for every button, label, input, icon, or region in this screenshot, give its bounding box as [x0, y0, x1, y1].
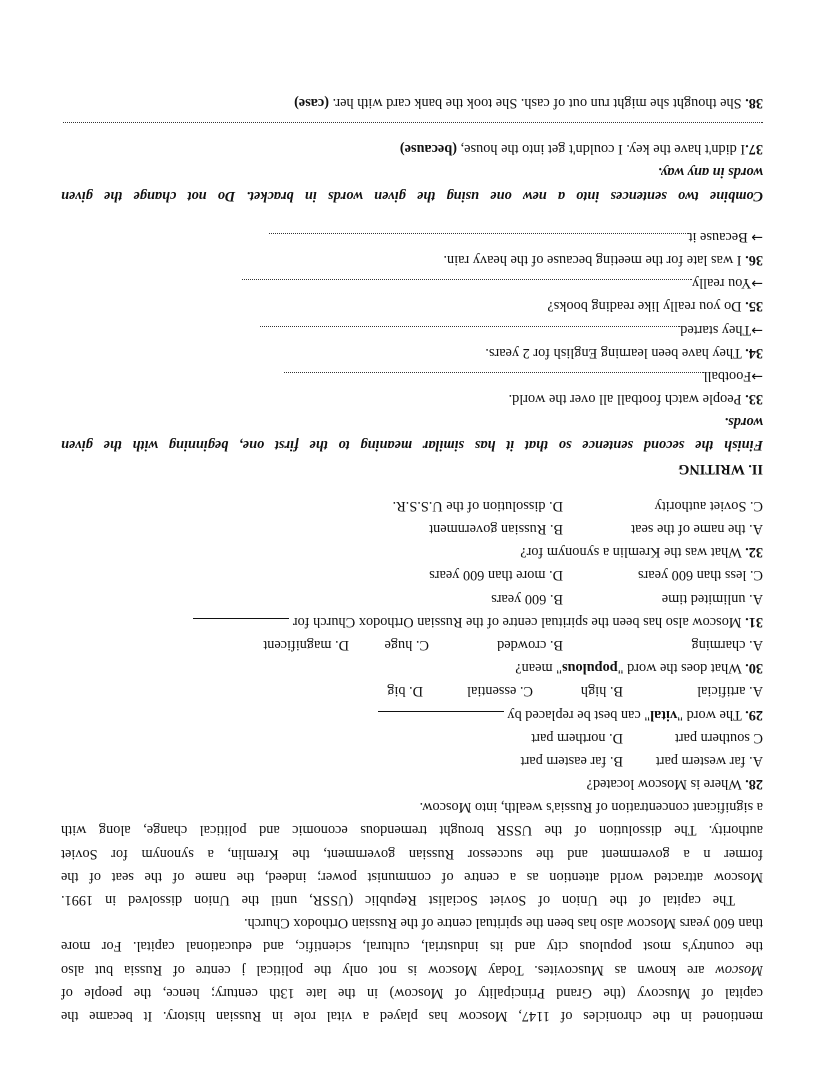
option-31-b[interactable]: B. 600 years: [491, 590, 563, 607]
item-33-start: Football: [703, 367, 752, 384]
item-35-number: 35.: [745, 298, 763, 315]
page-content: [61, 91, 763, 1027]
item-35-sentence: [61, 294, 763, 317]
question-29-text-before: The word ": [677, 706, 742, 723]
question-30-stem: [61, 656, 763, 679]
item-37-answer-line[interactable]: [63, 122, 763, 137]
item-37-sentence: [61, 137, 763, 160]
item-35-start: You really: [691, 275, 752, 292]
item-36-sentence: [61, 248, 763, 271]
passage-line-3: [61, 957, 763, 980]
option-28-a[interactable]: A. far western part: [655, 752, 763, 769]
question-28-options-ab: [61, 749, 763, 772]
option-31-d[interactable]: D. more than 600 years: [429, 567, 563, 584]
passage-line-1: mentioned in the chronicles of 1147, Moscow has played a vital role in Russian history. It became the: [61, 1008, 763, 1024]
passage-line-8: former n a government and the successor Russian government, the Kremlin, a synonym for Soviet: [61, 845, 763, 862]
question-30-number: 30.: [745, 660, 763, 677]
option-28-b[interactable]: B. far eastern part: [520, 752, 623, 769]
option-30-d[interactable]: D. magnificent: [263, 637, 349, 653]
question-32-options-ab: [61, 517, 763, 540]
option-32-b[interactable]: B. Russian government: [429, 521, 563, 538]
option-28-c[interactable]: C southern part: [674, 729, 763, 746]
option-29-a[interactable]: A. artificial: [697, 683, 763, 700]
passage-line-5: than 600 years Moscow also has been the spiritual centre of the Russian Orthodox Church.: [244, 915, 763, 932]
option-28-d[interactable]: D. northern part: [531, 729, 623, 746]
question-29-stem: [61, 702, 763, 725]
item-35-answer-line[interactable]: [242, 279, 692, 294]
question-29-text-after: " can best be replaced by: [507, 706, 651, 723]
question-29-bold-word: vital: [650, 706, 678, 723]
question-29-answer-blank[interactable]: [378, 711, 504, 726]
question-32-text: What was the Kremlin a synonym for?: [520, 544, 742, 561]
arrow-icon: →: [751, 228, 763, 245]
question-30-options: [61, 633, 763, 656]
item-34-text: They have been learning English for 2 years.: [485, 344, 742, 361]
item-36-rewrite: [61, 225, 763, 248]
item-35-rewrite: [61, 271, 763, 294]
option-32-a[interactable]: A. the name of the seat: [631, 521, 763, 538]
item-33-answer-line[interactable]: [284, 372, 704, 387]
item-37-given: (because): [399, 141, 458, 158]
question-32-stem: [61, 540, 763, 563]
reading-passage: [61, 795, 763, 1027]
passage-line-2: capital of Muscovy (the Grand Principality of Moscow) in the late 13th century; hence, the people of: [61, 984, 763, 1001]
arrow-icon: →: [751, 275, 763, 292]
passage-line-9: authority. The dissolution of the USSR brought tremendous economic and political change, along with: [61, 822, 763, 839]
item-33-text: People watch football all over the world.: [508, 391, 742, 408]
item-38-number: 38.: [745, 94, 763, 111]
option-30-c[interactable]: C. huge: [384, 637, 429, 653]
writing-instruction-1-line-1: Finish the second sentence so that it has similar meaning to the first one, beginning with the given: [61, 437, 763, 454]
question-31-answer-blank[interactable]: [193, 618, 289, 633]
question-29: [61, 679, 763, 725]
writing-instruction-2-line-2: words in any way.: [657, 164, 763, 181]
item-34-rewrite: [61, 317, 763, 340]
question-31-text: Moscow also has been the spiritual centre of the Russian Orthodox Church for: [292, 613, 742, 630]
item-37-text: I didn't have the key. I couldn't get into the house,: [457, 141, 746, 158]
passage-line-4: the country's most populous city and its industrial, cultural, scientific, and educational capital. For more: [61, 938, 763, 955]
item-38-given: (case): [294, 94, 329, 111]
question-28-stem: [61, 772, 763, 795]
option-32-d[interactable]: D. dissolution of the U.S.S.R.: [392, 497, 563, 514]
item-36-text: I was late for the meeting because of the heavy rain.: [443, 252, 742, 268]
question-29-number: 29.: [745, 706, 763, 723]
item-34-answer-line[interactable]: [260, 326, 680, 341]
question-30-bold-word: populous: [562, 660, 618, 677]
option-30-a[interactable]: A. charming: [691, 637, 763, 653]
writing-instruction-1-line-2: words.: [724, 414, 763, 431]
question-31-options-ab: [61, 586, 763, 609]
item-38-sentence: [61, 91, 763, 114]
question-29-options: [61, 679, 763, 702]
option-31-a[interactable]: A. unlimited time: [661, 590, 763, 607]
passage-line-10: a significant concentration of Russia's wealth, into Moscow.: [419, 799, 763, 816]
arrow-icon: →: [751, 367, 763, 384]
arrow-icon: →: [751, 321, 763, 338]
passage-italic-word: Moscow: [715, 961, 763, 978]
option-32-c[interactable]: C. Soviet authority: [654, 497, 763, 514]
passage-line-7: Moscow attracted world attention as a centre of communist power; indeed, the name of the seat of the: [61, 868, 763, 885]
item-37-answer-row: [61, 114, 763, 137]
question-31-number: 31.: [745, 613, 763, 630]
question-32: [61, 494, 763, 564]
question-32-number: 32.: [745, 544, 763, 561]
question-28: [61, 726, 763, 796]
item-33-sentence: [61, 387, 763, 410]
option-30-b[interactable]: B. crowded: [497, 637, 563, 653]
option-31-c[interactable]: C. less than 600 years: [637, 567, 763, 584]
item-34-number: 34.: [745, 344, 763, 361]
item-35-text: Do you really like reading books?: [547, 298, 742, 315]
passage-line-6: The capital of the Union of Soviet Socialist Republic (USSR, until the Union dissolved in 1991.: [61, 892, 735, 909]
question-30-text-before: What does the word ": [617, 660, 742, 677]
question-28-options-cd: [61, 726, 763, 749]
question-28-number: 28.: [745, 776, 763, 793]
item-37-number: 37.: [745, 141, 763, 158]
option-29-d[interactable]: D. big: [387, 683, 423, 700]
question-28-text: Where is Moscow located?: [586, 776, 742, 793]
question-31: [61, 563, 763, 633]
writing-instruction-2-line-1: Combine two sentences into a new one using the given words in bracket. Do not change the given: [61, 187, 763, 204]
item-36-number: 36.: [745, 252, 763, 268]
item-36-start: Because it: [688, 228, 748, 245]
question-30-text-after: " mean?: [515, 660, 562, 677]
item-38-text: She thought she might run out of cash. She took the bank card with her.: [328, 94, 742, 111]
item-36-answer-line[interactable]: [269, 233, 689, 248]
question-31-options-cd: [61, 563, 763, 586]
question-32-options-cd: [61, 494, 763, 517]
item-34-sentence: [61, 341, 763, 364]
option-29-c[interactable]: C. essential: [467, 683, 533, 700]
writing-heading: II. WRITING: [678, 460, 763, 477]
item-33-number: 33.: [745, 391, 763, 408]
question-30: [61, 633, 763, 679]
item-34-start: They started: [680, 321, 752, 338]
passage-line-3-text: are known as Muscovites. Today Moscow is not only the political j centre of Russia but also: [61, 961, 705, 978]
option-29-b[interactable]: B. high: [580, 683, 623, 700]
item-33-rewrite: [61, 364, 763, 387]
question-31-stem: [61, 610, 763, 633]
